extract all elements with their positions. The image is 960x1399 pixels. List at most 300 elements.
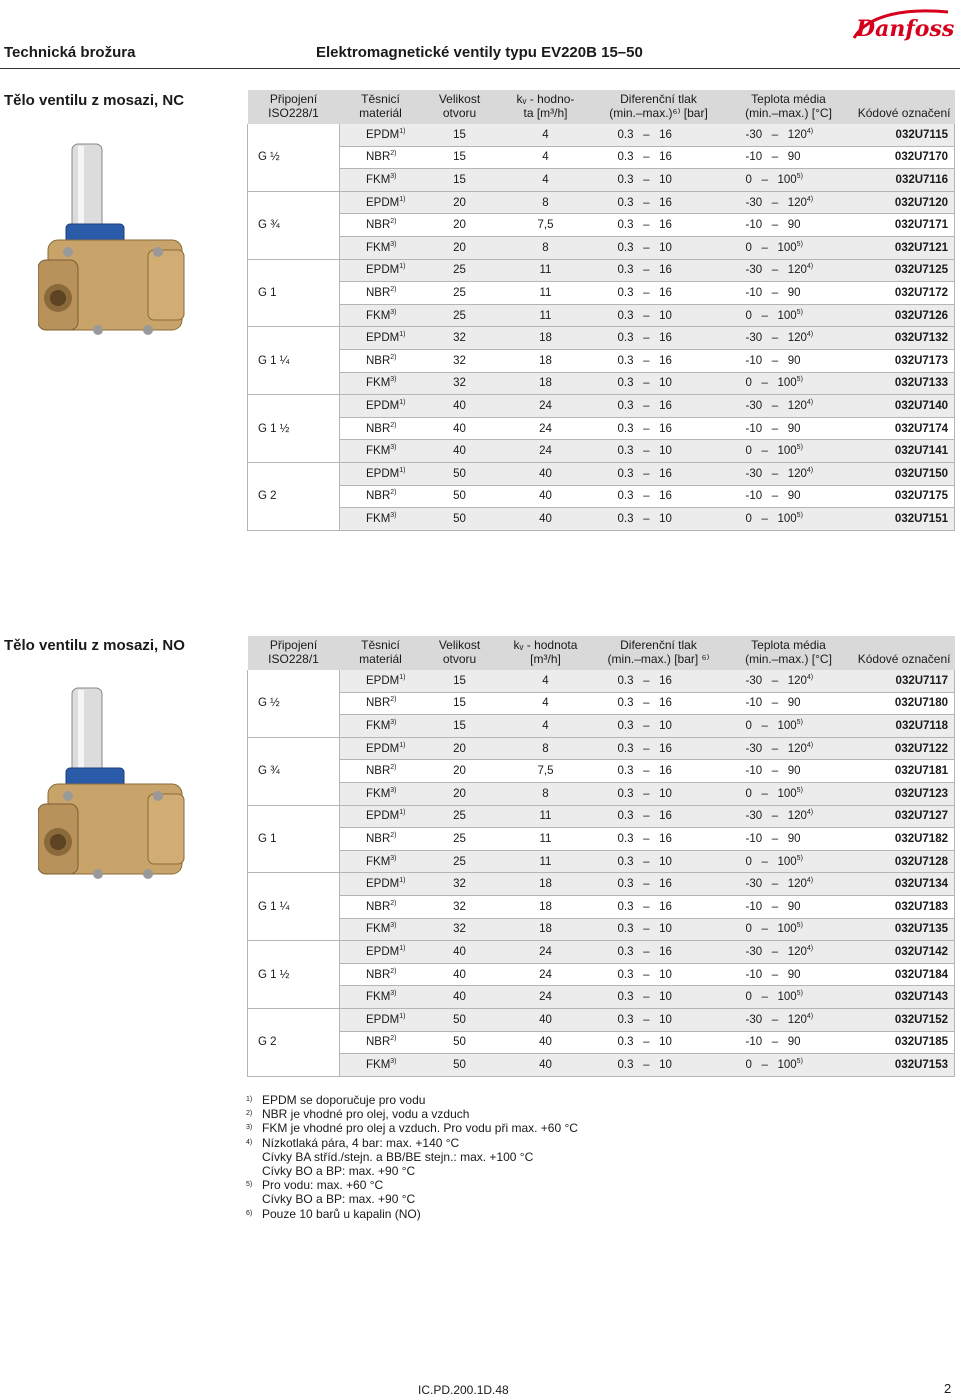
pressure-min: 0.3 xyxy=(617,878,634,891)
seal-material-cell xyxy=(340,963,422,986)
col-seal: Těsnicí materiál xyxy=(340,636,422,670)
temperature-footnote-ref: 5) xyxy=(796,922,803,930)
temperature-footnote-ref: 4) xyxy=(806,195,814,203)
pressure-max: 16 xyxy=(659,422,672,435)
temperature-min: 0 xyxy=(745,1058,752,1071)
pressure-max: 10 xyxy=(659,1036,672,1049)
product-code: 032U7152 xyxy=(854,1008,955,1031)
seal-material-cell xyxy=(340,986,422,1009)
temperature-range-cell: -30 – 120$^{4)}$ xyxy=(724,737,854,760)
table-row xyxy=(248,282,955,305)
temperature-min: -30 xyxy=(745,945,763,958)
seal-material: FKM xyxy=(366,512,391,525)
orifice-size-cell: 15 xyxy=(422,146,498,169)
temperature-range-cell: 0 – 100$^{5)}$ xyxy=(724,782,854,805)
pressure-min: 0.3 xyxy=(617,923,634,936)
kv-value-cell: 24 xyxy=(498,440,594,463)
pressure-max: 10 xyxy=(659,445,672,458)
footnote-text: NBR je vhodné pro olej, vodu a vzduch xyxy=(262,1107,470,1122)
orifice-size-cell: 15 xyxy=(422,169,498,192)
orifice-size-cell: 15 xyxy=(422,670,498,692)
orifice-size-cell: 32 xyxy=(422,349,498,372)
product-code: 032U7127 xyxy=(854,805,955,828)
product-code: 032U7175 xyxy=(854,485,955,508)
footnote-line xyxy=(246,1178,578,1192)
pressure-range-cell: 0.3 – 16 xyxy=(594,214,724,237)
temperature-min: 0 xyxy=(745,719,752,732)
pressure-range-cell: 0.3 – 16 xyxy=(594,760,724,783)
footnote-key xyxy=(246,1150,262,1164)
connection-cell: G 1 ½ xyxy=(248,941,340,1009)
pressure-max: 16 xyxy=(659,900,672,913)
temperature-min: -30 xyxy=(745,332,763,345)
seal-material-cell xyxy=(340,918,422,941)
table-row xyxy=(248,873,955,896)
temperature-range-cell: -10 – 90 xyxy=(724,963,854,986)
temperature-range-cell: -30 – 120$^{4)}$ xyxy=(724,670,854,692)
temperature-min: 0 xyxy=(745,377,752,390)
seal-material: EPDM xyxy=(366,1013,400,1026)
seal-material-cell xyxy=(340,670,422,692)
temperature-max: 120 xyxy=(787,810,807,823)
temperature-max: 90 xyxy=(787,354,801,367)
pressure-min: 0.3 xyxy=(617,832,634,845)
seal-material: EPDM xyxy=(366,332,400,345)
orifice-size-cell: 25 xyxy=(422,304,498,327)
temperature-max: 120 xyxy=(787,742,807,755)
kv-value-cell: 18 xyxy=(498,327,594,350)
col-pressure: Diferenční tlak (min.–max.) [bar] ⁶⁾ xyxy=(594,636,724,670)
temperature-min: -10 xyxy=(745,765,763,778)
table-row xyxy=(248,349,955,372)
temperature-max: 100 xyxy=(777,1058,797,1071)
table-header-row xyxy=(248,636,955,670)
col-pressure: Diferenční tlak (min.–max.)⁶⁾ [bar] xyxy=(594,90,724,124)
temperature-range-cell: 0 – 100$^{5)}$ xyxy=(724,918,854,941)
seal-material: NBR xyxy=(366,697,391,710)
pressure-range-cell: 0.3 – 16 xyxy=(594,124,724,146)
pressure-max: 16 xyxy=(659,286,672,299)
seal-material: EPDM xyxy=(366,467,400,480)
seal-material-cell xyxy=(340,1031,422,1054)
kv-value-cell: 18 xyxy=(498,349,594,372)
seal-material: NBR xyxy=(366,490,391,503)
seal-material: NBR xyxy=(366,354,391,367)
pressure-max: 16 xyxy=(659,264,672,277)
product-code: 032U7120 xyxy=(854,191,955,214)
kv-value-cell: 40 xyxy=(498,1054,594,1077)
kv-value-cell: 24 xyxy=(498,417,594,440)
temperature-footnote-ref: 4) xyxy=(806,1012,814,1020)
table-row xyxy=(248,850,955,873)
table-row xyxy=(248,191,955,214)
pressure-min: 0.3 xyxy=(617,765,634,778)
orifice-size-cell: 25 xyxy=(422,259,498,282)
table-row xyxy=(248,395,955,418)
footnote-text: Cívky BO a BP: max. +90 °C xyxy=(262,1192,416,1207)
table-row xyxy=(248,304,955,327)
orifice-size-cell: 40 xyxy=(422,417,498,440)
temperature-min: 0 xyxy=(745,512,752,525)
kv-value-cell: 4 xyxy=(498,670,594,692)
temperature-footnote-ref: 5) xyxy=(796,240,803,248)
seal-footnote-ref: 2) xyxy=(390,218,397,226)
temperature-min: -10 xyxy=(745,354,763,367)
table-row xyxy=(248,462,955,485)
pressure-range-cell: 0.3 – 10 xyxy=(594,986,724,1009)
temperature-range-cell: -10 – 90 xyxy=(724,417,854,440)
pressure-range-cell: 0.3 – 16 xyxy=(594,485,724,508)
temperature-max: 120 xyxy=(787,332,807,345)
temperature-footnote-ref: 5) xyxy=(796,718,803,726)
temperature-min: -10 xyxy=(745,900,763,913)
temperature-max: 100 xyxy=(777,445,797,458)
temperature-min: -10 xyxy=(745,1036,763,1049)
footnote-key: 4) xyxy=(246,1138,253,1146)
temperature-max: 90 xyxy=(787,286,801,299)
seal-material-cell xyxy=(340,349,422,372)
orifice-size-cell: 32 xyxy=(422,895,498,918)
temperature-max: 90 xyxy=(787,219,801,232)
seal-material: FKM xyxy=(366,241,391,254)
pressure-range-cell: 0.3 – 16 xyxy=(594,805,724,828)
table-row xyxy=(248,214,955,237)
seal-material-cell xyxy=(340,259,422,282)
kv-value-cell: 11 xyxy=(498,259,594,282)
temperature-max: 90 xyxy=(787,832,801,845)
seal-material-cell xyxy=(340,191,422,214)
pressure-min: 0.3 xyxy=(617,377,634,390)
temperature-min: -10 xyxy=(745,422,763,435)
pressure-range-cell: 0.3 – 10 xyxy=(594,918,724,941)
temperature-max: 120 xyxy=(787,878,807,891)
product-code: 032U7142 xyxy=(854,941,955,964)
seal-material-cell xyxy=(340,737,422,760)
temperature-footnote-ref: 5) xyxy=(796,854,803,862)
seal-material: NBR xyxy=(366,286,391,299)
pressure-max: 16 xyxy=(659,697,672,710)
product-code: 032U7140 xyxy=(854,395,955,418)
table-row xyxy=(248,805,955,828)
col-kv: kᵥ - hodnota [m³/h] xyxy=(498,636,594,670)
pressure-max: 16 xyxy=(659,467,672,480)
temperature-max: 100 xyxy=(777,787,797,800)
pressure-min: 0.3 xyxy=(617,1058,634,1071)
pressure-max: 16 xyxy=(659,332,672,345)
seal-material: FKM xyxy=(366,719,391,732)
orifice-size-cell: 40 xyxy=(422,963,498,986)
product-code: 032U7184 xyxy=(854,963,955,986)
svg-text:Danfoss: Danfoss xyxy=(856,16,954,42)
table-row xyxy=(248,986,955,1009)
pressure-range-cell: 0.3 – 16 xyxy=(594,146,724,169)
footnote-line xyxy=(246,1136,578,1150)
connection-cell: G 1 ¼ xyxy=(248,873,340,941)
seal-material: NBR xyxy=(366,900,391,913)
temperature-footnote-ref: 5) xyxy=(796,990,803,998)
temperature-range-cell: 0 – 100$^{5)}$ xyxy=(724,372,854,395)
footnote-line xyxy=(246,1093,578,1107)
pressure-min: 0.3 xyxy=(617,196,634,209)
pressure-min: 0.3 xyxy=(617,128,634,141)
pressure-max: 10 xyxy=(659,787,672,800)
pressure-min: 0.3 xyxy=(617,1013,634,1026)
seal-footnote-ref: 1) xyxy=(399,331,406,339)
temperature-min: -30 xyxy=(745,674,763,687)
pressure-max: 10 xyxy=(659,1058,672,1071)
seal-footnote-ref: 1) xyxy=(399,1012,406,1020)
seal-material-cell xyxy=(340,895,422,918)
temperature-footnote-ref: 5) xyxy=(796,511,803,519)
seal-material-cell xyxy=(340,395,422,418)
temperature-min: -10 xyxy=(745,697,763,710)
temperature-footnote-ref: 4) xyxy=(806,331,814,339)
temperature-max: 120 xyxy=(787,264,807,277)
seal-material: EPDM xyxy=(366,128,400,141)
table-row xyxy=(248,169,955,192)
pressure-max: 16 xyxy=(659,354,672,367)
pressure-min: 0.3 xyxy=(617,309,634,322)
pressure-range-cell: 0.3 – 10 xyxy=(594,1008,724,1031)
kv-value-cell: 11 xyxy=(498,282,594,305)
col-connection: Připojení ISO228/1 xyxy=(248,90,340,124)
footnote-line xyxy=(246,1192,578,1206)
orifice-size-cell: 50 xyxy=(422,1008,498,1031)
pressure-max: 10 xyxy=(659,719,672,732)
pressure-range-cell: 0.3 – 10 xyxy=(594,440,724,463)
orifice-size-cell: 32 xyxy=(422,372,498,395)
seal-material: EPDM xyxy=(366,742,400,755)
product-code: 032U7118 xyxy=(854,715,955,738)
kv-value-cell: 4 xyxy=(498,692,594,715)
kv-value-cell: 24 xyxy=(498,395,594,418)
kv-value-cell: 40 xyxy=(498,1008,594,1031)
seal-material-cell xyxy=(340,1008,422,1031)
pressure-max: 16 xyxy=(659,832,672,845)
table-row xyxy=(248,124,955,146)
temperature-max: 100 xyxy=(777,309,797,322)
seal-material: FKM xyxy=(366,991,391,1004)
temperature-max: 90 xyxy=(787,697,801,710)
seal-material-cell xyxy=(340,760,422,783)
pressure-range-cell: 0.3 – 16 xyxy=(594,941,724,964)
temperature-range-cell: -30 – 120$^{4)}$ xyxy=(724,259,854,282)
seal-material-cell xyxy=(340,282,422,305)
spec-table-no xyxy=(247,636,955,1077)
kv-value-cell: 4 xyxy=(498,715,594,738)
temperature-min: -30 xyxy=(745,878,763,891)
pressure-range-cell: 0.3 – 16 xyxy=(594,692,724,715)
valve-image-no xyxy=(38,684,188,914)
footnote-text: Pouze 10 barů u kapalin (NO) xyxy=(262,1206,421,1221)
temperature-footnote-ref: 5) xyxy=(796,786,803,794)
footnote-key: 5) xyxy=(246,1181,253,1189)
temperature-range-cell: -10 – 90 xyxy=(724,692,854,715)
temperature-max: 90 xyxy=(787,1036,801,1049)
table-row xyxy=(248,963,955,986)
pressure-max: 10 xyxy=(659,968,672,981)
temperature-footnote-ref: 5) xyxy=(796,308,803,316)
pressure-min: 0.3 xyxy=(617,241,634,254)
seal-material-cell xyxy=(340,169,422,192)
pressure-max: 16 xyxy=(659,151,672,164)
orifice-size-cell: 40 xyxy=(422,440,498,463)
seal-material-cell xyxy=(340,941,422,964)
temperature-min: -30 xyxy=(745,1013,763,1026)
table-row xyxy=(248,372,955,395)
pressure-range-cell: 0.3 – 16 xyxy=(594,417,724,440)
temperature-footnote-ref: 4) xyxy=(806,398,814,406)
temperature-range-cell: -30 – 120$^{4)}$ xyxy=(724,395,854,418)
product-code: 032U7185 xyxy=(854,1031,955,1054)
pressure-min: 0.3 xyxy=(617,697,634,710)
seal-material-cell xyxy=(340,417,422,440)
pressure-range-cell: 0.3 – 10 xyxy=(594,372,724,395)
temperature-range-cell: 0 – 100$^{5)}$ xyxy=(724,169,854,192)
temperature-min: -10 xyxy=(745,490,763,503)
orifice-size-cell: 25 xyxy=(422,828,498,851)
temperature-min: 0 xyxy=(745,923,752,936)
kv-value-cell: 11 xyxy=(498,828,594,851)
seal-material: NBR xyxy=(366,765,391,778)
kv-value-cell: 40 xyxy=(498,462,594,485)
kv-value-cell: 8 xyxy=(498,236,594,259)
seal-material-cell xyxy=(340,327,422,350)
pressure-max: 16 xyxy=(659,399,672,412)
temperature-range-cell: -10 – 90 xyxy=(724,1031,854,1054)
seal-material: EPDM xyxy=(366,810,400,823)
seal-material-cell xyxy=(340,1054,422,1077)
temperature-min: -30 xyxy=(745,467,763,480)
product-code: 032U7171 xyxy=(854,214,955,237)
connection-cell: G ¾ xyxy=(248,737,340,805)
table-row xyxy=(248,828,955,851)
seal-footnote-ref: 2) xyxy=(390,150,397,158)
temperature-range-cell: 0 – 100$^{5)}$ xyxy=(724,1054,854,1077)
orifice-size-cell: 15 xyxy=(422,715,498,738)
temperature-max: 120 xyxy=(787,674,807,687)
orifice-size-cell: 20 xyxy=(422,737,498,760)
table-row xyxy=(248,327,955,350)
product-code: 032U7170 xyxy=(854,146,955,169)
footnote-key xyxy=(246,1164,262,1178)
seal-material: EPDM xyxy=(366,196,400,209)
product-code: 032U7123 xyxy=(854,782,955,805)
pressure-range-cell: 0.3 – 10 xyxy=(594,715,724,738)
temperature-min: -10 xyxy=(745,286,763,299)
temperature-max: 120 xyxy=(787,945,807,958)
kv-value-cell: 8 xyxy=(498,782,594,805)
temperature-min: 0 xyxy=(745,445,752,458)
temperature-min: -30 xyxy=(745,810,763,823)
pressure-min: 0.3 xyxy=(617,399,634,412)
pressure-min: 0.3 xyxy=(617,264,634,277)
product-code: 032U7153 xyxy=(854,1054,955,1077)
product-code: 032U7133 xyxy=(854,372,955,395)
seal-footnote-ref: 3) xyxy=(390,511,397,519)
temperature-range-cell: -10 – 90 xyxy=(724,282,854,305)
footnote-line xyxy=(246,1107,578,1121)
pressure-max: 16 xyxy=(659,945,672,958)
temperature-footnote-ref: 4) xyxy=(806,809,814,817)
table-row xyxy=(248,895,955,918)
kv-value-cell: 4 xyxy=(498,169,594,192)
pressure-min: 0.3 xyxy=(617,674,634,687)
seal-material: FKM xyxy=(366,445,391,458)
pressure-range-cell: 0.3 – 16 xyxy=(594,873,724,896)
seal-material-cell xyxy=(340,146,422,169)
pressure-range-cell: 0.3 – 16 xyxy=(594,349,724,372)
connection-cell: G 1 xyxy=(248,805,340,873)
orifice-size-cell: 50 xyxy=(422,1054,498,1077)
temperature-range-cell: -30 – 120$^{4)}$ xyxy=(724,124,854,146)
temperature-min: 0 xyxy=(745,855,752,868)
seal-footnote-ref: 3) xyxy=(390,240,397,248)
footnote-key: 2) xyxy=(246,1110,253,1118)
pressure-range-cell: 0.3 – 10 xyxy=(594,782,724,805)
temperature-min: -30 xyxy=(745,196,763,209)
col-temperature: Teplota média (min.–max.) [°C] xyxy=(724,636,854,670)
temperature-max: 100 xyxy=(777,991,797,1004)
seal-footnote-ref: 1) xyxy=(399,398,406,406)
pressure-max: 16 xyxy=(659,128,672,141)
temperature-max: 100 xyxy=(777,855,797,868)
kv-value-cell: 8 xyxy=(498,737,594,760)
pressure-min: 0.3 xyxy=(617,900,634,913)
pressure-max: 10 xyxy=(659,241,672,254)
seal-footnote-ref: 2) xyxy=(390,1035,397,1043)
temperature-footnote-ref: 5) xyxy=(796,376,803,384)
seal-material: FKM xyxy=(366,855,391,868)
product-code: 032U7150 xyxy=(854,462,955,485)
pressure-min: 0.3 xyxy=(617,467,634,480)
temperature-range-cell: -10 – 90 xyxy=(724,214,854,237)
orifice-size-cell: 20 xyxy=(422,760,498,783)
seal-footnote-ref: 1) xyxy=(399,466,406,474)
product-code: 032U7115 xyxy=(854,124,955,146)
product-code: 032U7180 xyxy=(854,692,955,715)
seal-material: NBR xyxy=(366,832,391,845)
product-code: 032U7135 xyxy=(854,918,955,941)
orifice-size-cell: 20 xyxy=(422,191,498,214)
table-row xyxy=(248,737,955,760)
temperature-max: 100 xyxy=(777,377,797,390)
seal-footnote-ref: 3) xyxy=(390,922,397,930)
seal-material: NBR xyxy=(366,1036,391,1049)
seal-material: FKM xyxy=(366,309,391,322)
pressure-min: 0.3 xyxy=(617,490,634,503)
temperature-range-cell: -10 – 90 xyxy=(724,349,854,372)
seal-material: EPDM xyxy=(366,399,400,412)
kv-value-cell: 7,5 xyxy=(498,760,594,783)
table-row xyxy=(248,692,955,715)
danfoss-logo xyxy=(848,6,954,46)
orifice-size-cell: 40 xyxy=(422,395,498,418)
kv-value-cell: 7,5 xyxy=(498,214,594,237)
temperature-max: 100 xyxy=(777,512,797,525)
footnote-line xyxy=(246,1121,578,1135)
table-row xyxy=(248,485,955,508)
pressure-max: 16 xyxy=(659,742,672,755)
orifice-size-cell: 20 xyxy=(422,236,498,259)
seal-material-cell xyxy=(340,214,422,237)
pressure-min: 0.3 xyxy=(617,810,634,823)
seal-material-cell xyxy=(340,485,422,508)
orifice-size-cell: 50 xyxy=(422,462,498,485)
footnote-key: 1) xyxy=(246,1096,253,1103)
seal-material: NBR xyxy=(366,968,391,981)
col-connection: Připojení ISO228/1 xyxy=(248,636,340,670)
